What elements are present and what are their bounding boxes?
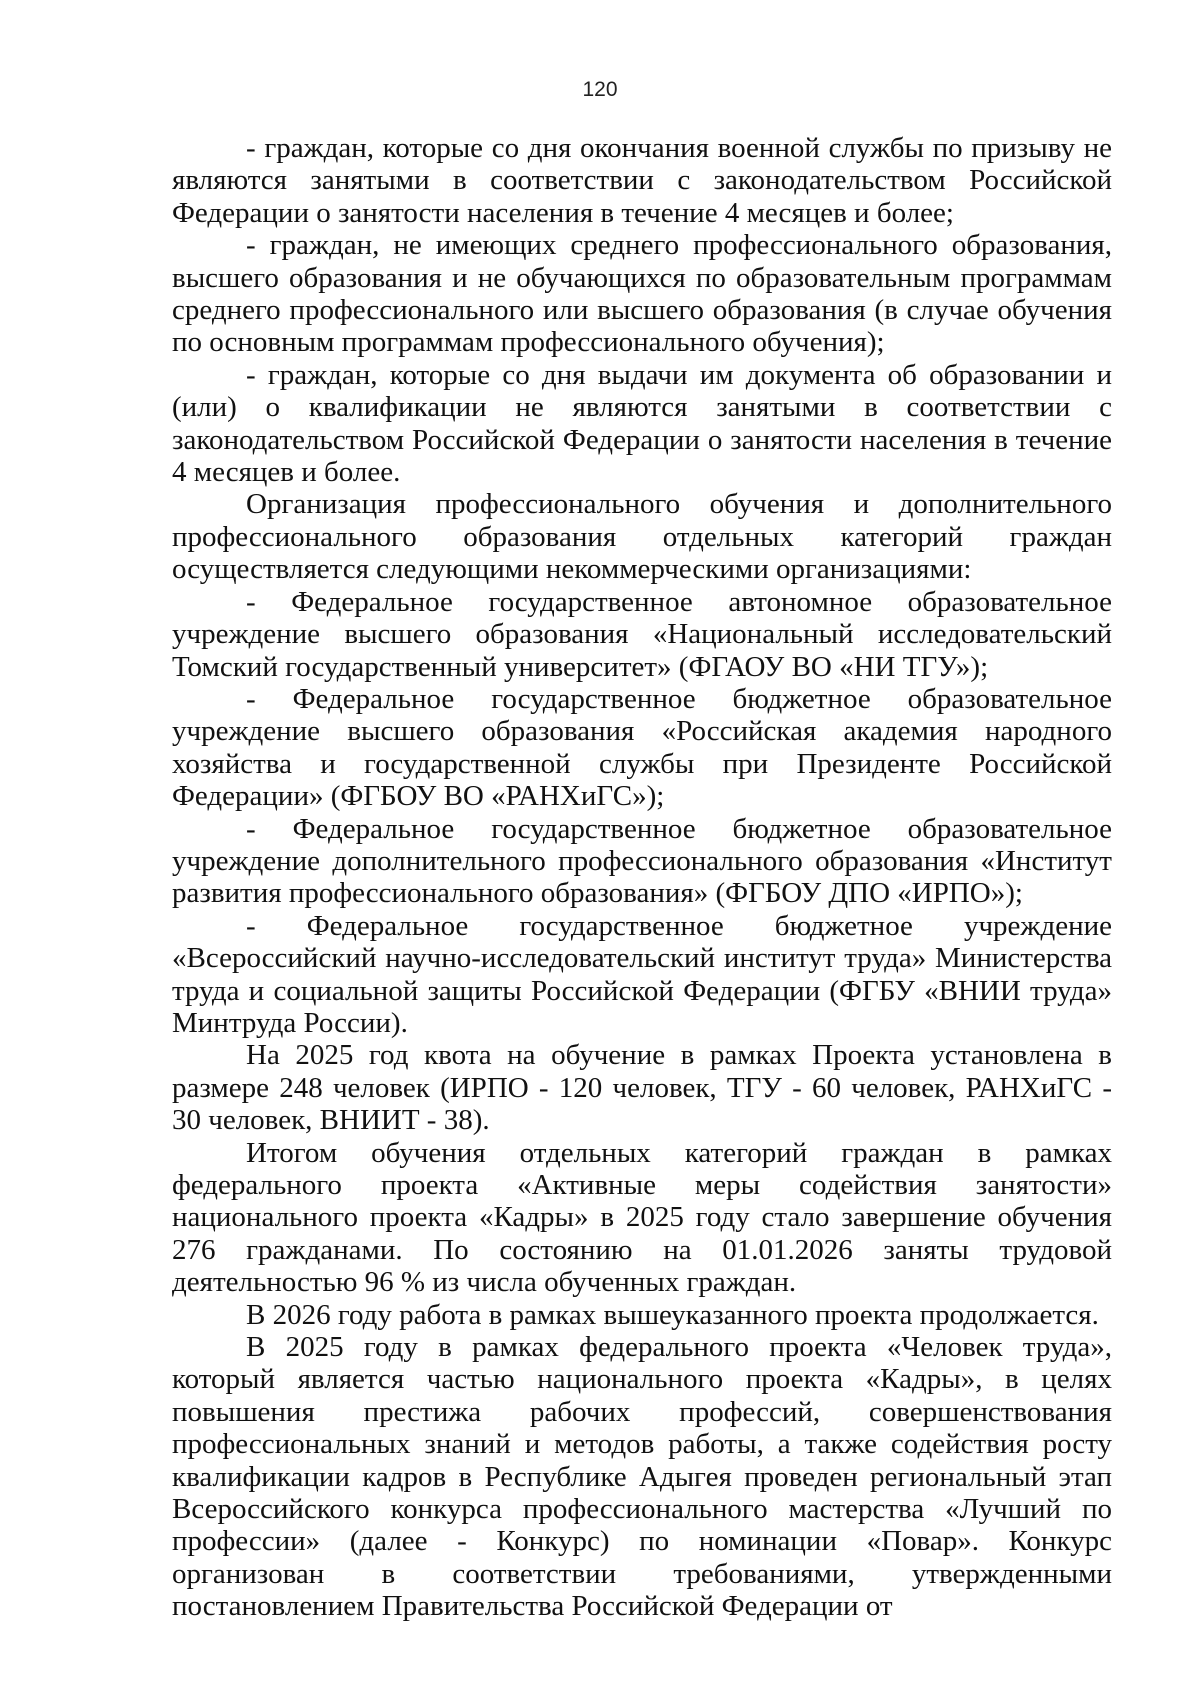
paragraph-org-tgu: - Федеральное государственное автономное образовательное учреждение высшего образования «Национальный исследовательский Томский государственный университет» (ФГАОУ ВО «НИ ТГУ»); [172,585,1112,683]
paragraph-continuation: В 2026 году работа в рамках вышеуказанного проекта продолжается. [246,1298,1099,1331]
paragraph-after-diploma: - граждан, которые со дня выдачи им документа об образовании и (или) о квалификации не являются занятыми в соответствии с законодательством Российской Федерации о занятости населения в течение 4 месяцев и более. [172,358,1112,489]
paragraph-results: Итогом обучения отдельных категорий граждан в рамках федерального проекта «Активные меры содействия занятости» национального проекта «Кадры» в 2025 году стало завершение обучения 276 гражданами. По состоянию на 01.01.2026 заняты трудовой деятельностью 96 % из числа обученных граждан. [172,1136,1112,1299]
paragraph-military-service: - граждан, которые со дня окончания военной службы по призыву не являются занятыми в соответствии с законодательством Российской Федерации о занятости населения в течение 4 месяцев и более; [172,132,1112,229]
paragraph-organizations-intro: Организация профессионального обучения и дополнительного профессионального образования отдельных категорий граждан осуществляется следующими некоммерческими организациями: [172,488,1112,586]
paragraph-contest: В 2025 году в рамках федерального проекта «Человек труда», который является частью национального проекта «Кадры», в целях повышения престижа рабочих профессий, совершенствования профессиональных знаний и методов работы, а также содействия росту квалификации кадров в Республике Адыгея проведен региональный этап Всероссийского конкурса профессионального мастерства «Лучший по профессии» (далее - Конкурс) по номинации «Повар». Конкурс организован в соответствии требованиями, утвержденными постановлением Правительства Российской Федерации от [172,1331,1112,1623]
document-body [172,132,1112,1623]
paragraph-no-education: - граждан, не имеющих среднего профессионального образования, высшего образования и не обучающихся по образовательным программам среднего профессионального или высшего образования (в случае обучения по основным программам профессионального обучения); [172,229,1112,359]
page-number: 120 [582,78,618,101]
paragraph-org-vnii: - Федеральное государственное бюджетное учреждение «Всероссийский научно-исследовательский институт труда» Министерства труда и социальной защиты Российской Федерации (ФГБУ «ВНИИ труда» Минтруда России). [172,909,1112,1039]
paragraph-quota: На 2025 год квота на обучение в рамках Проекта установлена в размере 248 человек (ИРПО - 120 человек, ТГУ - 60 человек, РАНХиГС - 30 человек, ВНИИТ - 38). [172,1039,1112,1137]
paragraph-org-irpo: - Федеральное государственное бюджетное образовательное учреждение дополнительного профессионального образования «Институт развития профессионального образования» (ФГБОУ ДПО «ИРПО»); [172,812,1112,910]
paragraph-org-ranepa: - Федеральное государственное бюджетное образовательное учреждение высшего образования «Российская академия народного хозяйства и государственной службы при Президенте Российской Федерации» (ФГБОУ ВО «РАНХиГС»); [172,682,1112,813]
